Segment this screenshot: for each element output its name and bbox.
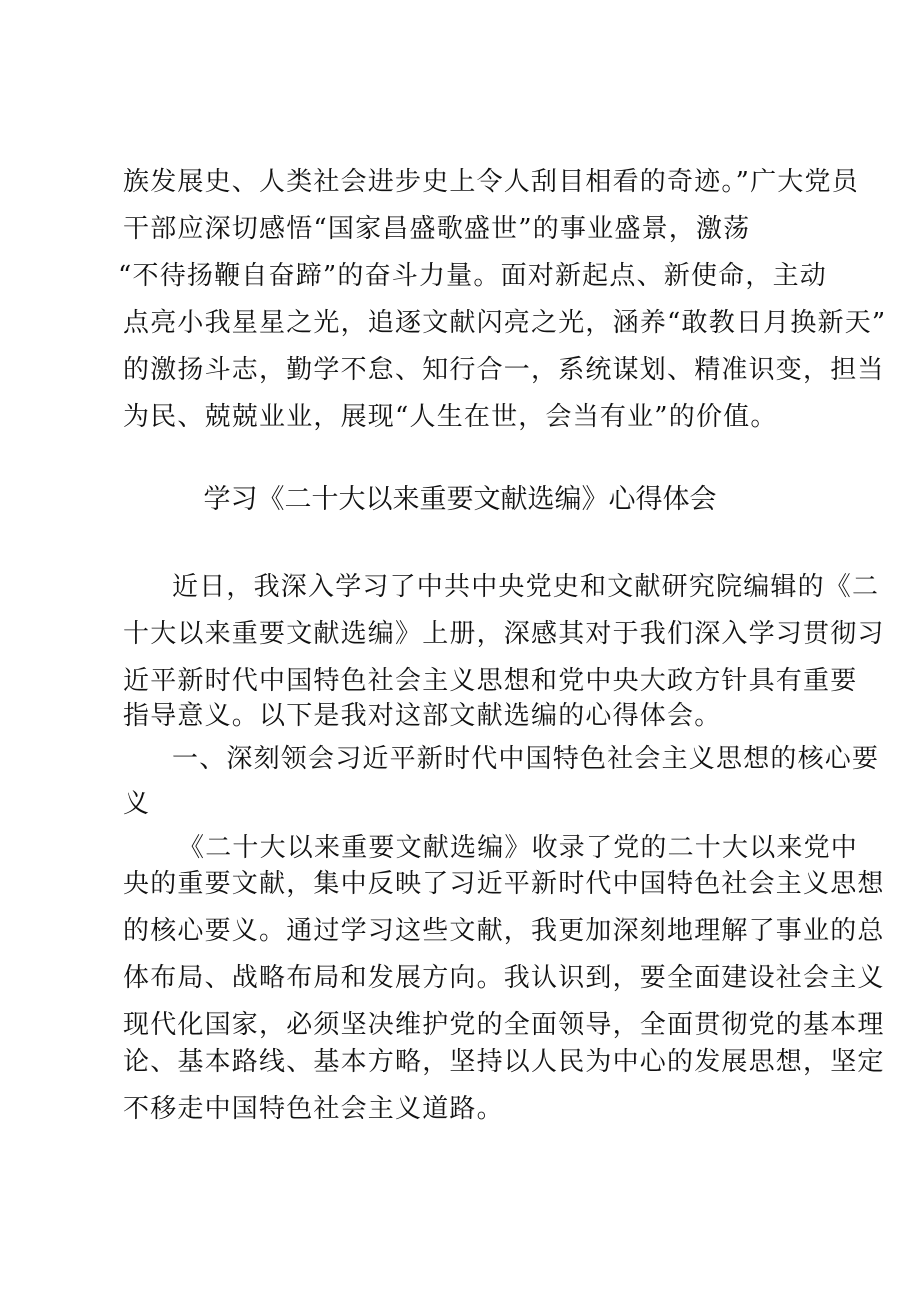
text-line: 干部应深切感悟“国家昌盛歌盛世”的事业盛景，激荡 [123, 214, 751, 244]
text-line: 现代化国家，必须坚决维护党的全面领导，全面贯彻党的基本理 [123, 1010, 885, 1040]
text-line: 论、基本路线、基本方略，坚持以人民为中心的发展思想，坚定 [123, 1047, 885, 1077]
text-line: 体布局、战略布局和发展方向。我认识到，要全面建设社会主义 [123, 963, 885, 993]
text-line: 点亮小我星星之光，追逐文献闪亮之光，涵养“敢教日月换新天” [123, 308, 887, 338]
text-line: 十大以来重要文献选编》上册，深感其对于我们深入学习贯彻习 [123, 619, 885, 649]
text-line: 的激扬斗志，勤学不怠、知行合一，系统谋划、精准识变，担当 [123, 355, 885, 385]
text-line: 《二十大以来重要文献选编》收录了党的二十大以来党中 [178, 833, 859, 863]
text-line: 为民、兢兢业业，展现“人生在世，会当有业”的价值。 [123, 402, 778, 432]
page-title: 学习《二十大以来重要文献选编》心得体会 [203, 484, 717, 515]
text-line: 族发展史、人类社会进步史上令人刮目相看的奇迹。”广大党员 [123, 167, 859, 197]
text-line: 指导意义。以下是我对这部文献选编的心得体会。 [123, 701, 722, 731]
text-line: 义 [123, 789, 151, 819]
text-line: 不移走中国特色社会主义道路。 [123, 1094, 504, 1124]
text-line: “不待扬鞭自奋蹄”的奋斗力量。面对新起点、新使命，主动 [118, 261, 827, 291]
text-line: 一、深刻领会习近平新时代中国特色社会主义思想的核心要 [172, 744, 880, 774]
text-line: 的核心要义。通过学习这些文献，我更加深刻地理解了事业的总 [123, 916, 885, 946]
text-line: 央的重要文献，集中反映了习近平新时代中国特色社会主义思想 [123, 869, 885, 899]
text-line: 近平新时代中国特色社会主义思想和党中央大政方针具有重要 [123, 666, 858, 696]
text-line: 近日，我深入学习了中共中央党史和文献研究院编辑的《二 [172, 572, 880, 602]
